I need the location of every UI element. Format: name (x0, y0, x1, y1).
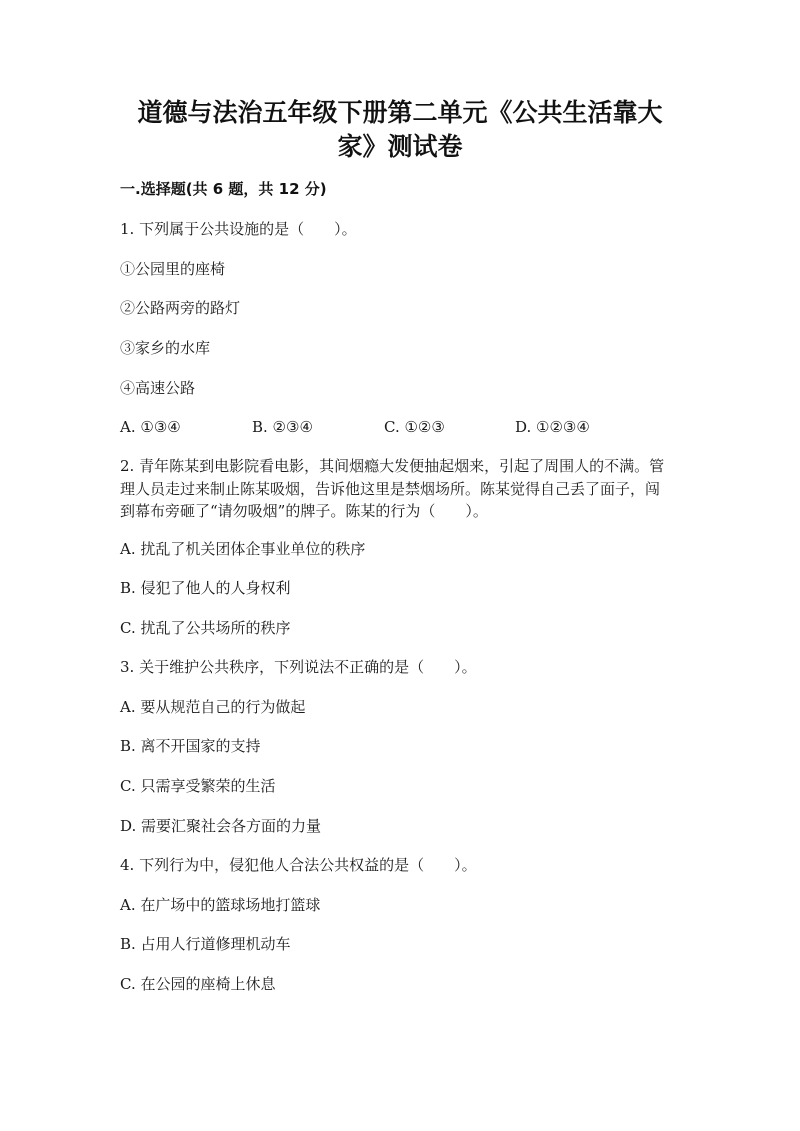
question-1-option-c: C. ①②③ (384, 418, 445, 436)
question-3-stem: 3. 关于维护公共秩序，下列说法不正确的是（ ）。 (120, 658, 477, 676)
question-4-option-a: A. 在广场中的篮球场地打篮球 (120, 896, 321, 914)
question-1-item-1: ①公园里的座椅 (120, 260, 226, 278)
question-4-option-c: C. 在公园的座椅上休息 (120, 975, 276, 993)
question-2-option-b: B. 侵犯了他人的人身权利 (120, 579, 291, 597)
question-1-option-d: D. ①②③④ (515, 418, 590, 436)
document-title-line-2: 家》测试卷 (337, 132, 463, 161)
question-1-item-2: ②公路两旁的路灯 (120, 299, 241, 317)
question-1-option-a: A. ①③④ (120, 418, 181, 436)
question-3-option-a: A. 要从规范自己的行为做起 (120, 698, 306, 716)
question-3-option-c: C. 只需享受繁荣的生活 (120, 777, 276, 795)
question-1-stem: 1. 下列属于公共设施的是（ ）。 (120, 220, 357, 238)
question-1-item-3: ③家乡的水库 (120, 339, 211, 357)
section-heading: 一.选择题(共 6 题，共 12 分) (120, 180, 327, 198)
question-1-option-b: B. ②③④ (252, 418, 313, 436)
question-3-option-d: D. 需要汇聚社会各方面的力量 (120, 817, 322, 835)
question-1-options (120, 416, 680, 438)
question-2-option-c: C. 扰乱了公共场所的秩序 (120, 619, 291, 637)
document-title-line-1: 道德与法治五年级下册第二单元《公共生活靠大 (137, 98, 663, 127)
question-4-stem: 4. 下列行为中，侵犯他人合法公共权益的是（ ）。 (120, 856, 477, 874)
question-3-option-b: B. 离不开国家的支持 (120, 737, 261, 755)
question-2-option-a: A. 扰乱了机关团体企事业单位的秩序 (120, 540, 366, 558)
question-2-stem: 2. 青年陈某到电影院看电影，其间烟瘾大发便抽起烟来，引起了周围人的不满。管理人员走过来制止陈某吸烟，告诉他这里是禁烟场所。陈某觉得自己丢了面子，闯到幕布旁砸了“请勿吸烟”的牌子。陈某的行为（ ）。 (120, 457, 665, 520)
question-4-option-b: B. 占用人行道修理机动车 (120, 935, 291, 953)
question-1-item-4: ④高速公路 (120, 379, 196, 397)
